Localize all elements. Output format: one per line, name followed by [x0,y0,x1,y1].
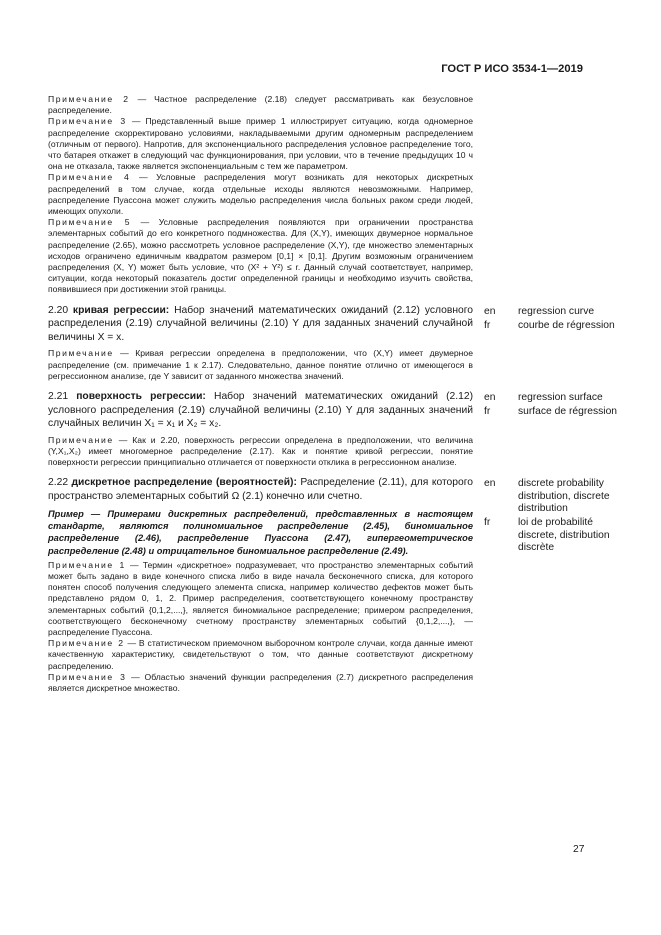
note-text: — Представленный выше пример 1 иллюстрирует ситуацию, когда одномерное распределение скорректировано условиями, накладываемыми другим одномерным распределением (отличным от первого). Напротив, для экспоненциального распределения условное распределение того, что батарея откажет в следующий час функционирования, при условии, что в течение предыдущих 10 ч она не отказала, также является экспоненциальным с тем же параметром. [48,116,474,172]
note-paragraph [48,435,473,469]
translation-row [484,392,624,404]
translation-row [484,406,624,418]
translation-row [484,306,624,318]
note-label: Примечание [48,348,114,359]
note-paragraph [48,672,473,694]
term-entry [48,304,473,382]
note-text: — Областью значений функции распределения (2.7) дискретного распределения является дискретное множество. [48,671,473,694]
term-example: Пример — Примерами дискретных распределений, представленных в настоящем стандарте, являются полиномиальное распределение (2.45), биномиальное распределение (2.46), распределение Пуассона (2.47), гипергеометрическое распределение (2.48) и отрицательное биномиальное распределение (2.49). [48,508,473,556]
translation-term: loi de probabilité discrete, distribution discrète [518,517,610,553]
translation-lang: en [484,305,496,317]
note-paragraph [48,348,473,382]
translation-lang: en [484,392,496,404]
translation-lang: fr [484,406,491,418]
translation-term: discrete probability distribution, discrete distribution [518,478,610,515]
note-label: Примечание 2 [48,638,125,649]
translation-row [484,517,624,554]
term-entry [48,390,473,468]
term-definition [48,304,473,345]
term-title: поверхность регрессии: [76,391,206,403]
note-label: Примечание 3 [48,116,127,127]
note-label: Примечание 1 [48,559,126,570]
translation-term: regression curve [518,305,595,317]
term-number: 2.20 [48,304,69,316]
intro-notes [48,94,473,296]
translation-term: courbe de régression [518,319,615,331]
document-header: ГОСТ Р ИСО 3534-1—2019 [441,63,583,75]
term-entry [48,476,473,694]
page-number: 27 [573,844,585,855]
term-definition [48,476,473,503]
note-paragraph [48,116,473,172]
term-definition-text: Набор значений математических ожиданий (2.12) условного распределения (2.19) случайной величины (2.10) Y для заданных значений случайной величины X = x. [48,304,473,343]
note-paragraph [48,217,473,295]
note-paragraph [48,94,473,116]
note-paragraph [48,560,473,638]
note-label: Примечание 3 [48,671,127,682]
note-label: Примечание 2 [48,94,130,104]
translation-term: regression surface [518,392,603,404]
term-definition-text: Набор значений математических ожиданий (2.12) условного распределения (2.19) случайной величины (2.10) Y для заданных значений случайных величин X₁ = x₁ и X₂ = x₂. [48,391,473,430]
term-translations [484,478,624,556]
note-text: — Условные распределения появляются при ограничении пространства элементарных событий до его конкретного подмножества. Для (X,Y), имеющих двумерное нормальное распределение (2.65), можно рассмотреть условное распределение (X,Y), где множество элементарных исходов ограничено единичным квадратом размером [0,1] × [0,1]. Другим возможным ограничением распределения (X, Y) может быть условие, что (X² + Y²) ≤ r. Данный случай соответствует, например, ситуации, когда некоторый показатель достиг определенной границы и необходимо изучить свойства, появившиеся при достижении этой границы. [48,217,473,295]
note-label: Примечание [48,434,114,445]
note-text: — Частное распределение (2.18) следует рассматривать как безусловное распределение. [48,94,474,116]
note-label: Примечание 5 [48,217,132,228]
translation-lang: en [484,478,496,490]
note-paragraph [48,172,473,217]
term-number: 2.22 [48,477,69,489]
note-text: — Как и 2.20, поверхность регрессии определена в предположении, что величина (Y,X₁,X₂) имеет многомерное распределение (2.17). Как и понятие кривой регрессии, понятие поверхности регрессии принципиально отличается от поверхности отклика в регрессионном анализе. [48,434,473,468]
translation-term: surface de régression [518,406,618,418]
term-translations [484,392,624,421]
term-translations [484,306,624,335]
note-text: — Условные распределения могут возникать для некоторых дискретных распределений в том случае, когда отдельные исходы являются невозможными. Например, распределение Пуассона может служить моделью распределения числа больных раком среди людей, имеющих опухоли. [48,172,474,217]
translation-row [484,320,624,332]
note-text: — В статистическом приемочном выборочном контроле случаи, когда данные имеют качественную характеристику, свидетельствуют о том, что данные соответствуют дискретному распределению. [48,638,474,671]
term-definition [48,390,473,431]
note-paragraph [48,638,473,672]
translation-lang: fr [484,517,491,529]
term-number: 2.21 [48,391,69,403]
main-text-column [48,94,473,694]
term-title: кривая регрессии: [72,304,170,316]
term-title: дискретное распределение (вероятностей): [71,477,297,489]
note-label: Примечание 4 [48,172,131,183]
term-entries [48,304,473,695]
note-text: — Термин «дискретное» подразумевает, что пространство элементарных событий может быть задано в виде конечного списка либо в виде начала бесконечного списка, для которого понятен способ получения следующего элемента списка, например количество дефектов может быть представлено рядом 0, 1, 2. Пример распределения, соответствующего конечному пространству элементарных событий {0,1,2,...,}, является биномиальное распределение; примером распределения, соответствующего бесконечному счетному пространству элементарных событий {0,1,2,...,}, — распределение Пуассона. [48,559,473,638]
translation-row [484,478,624,515]
term-definition-text: Распределение (2.11), для которого пространство элементарных событий Ω (2.1) конечно или счетно. [48,477,473,503]
note-text: — Кривая регрессии определена в предположении, что (X,Y) имеет двумерное распределение (см. примечание 1 к 2.17). Следовательно, данное понятие отлично от имеющегося в регрессионном анализе, где Y зависит от заданного множества значений. [48,348,473,381]
translation-lang: fr [484,319,491,331]
